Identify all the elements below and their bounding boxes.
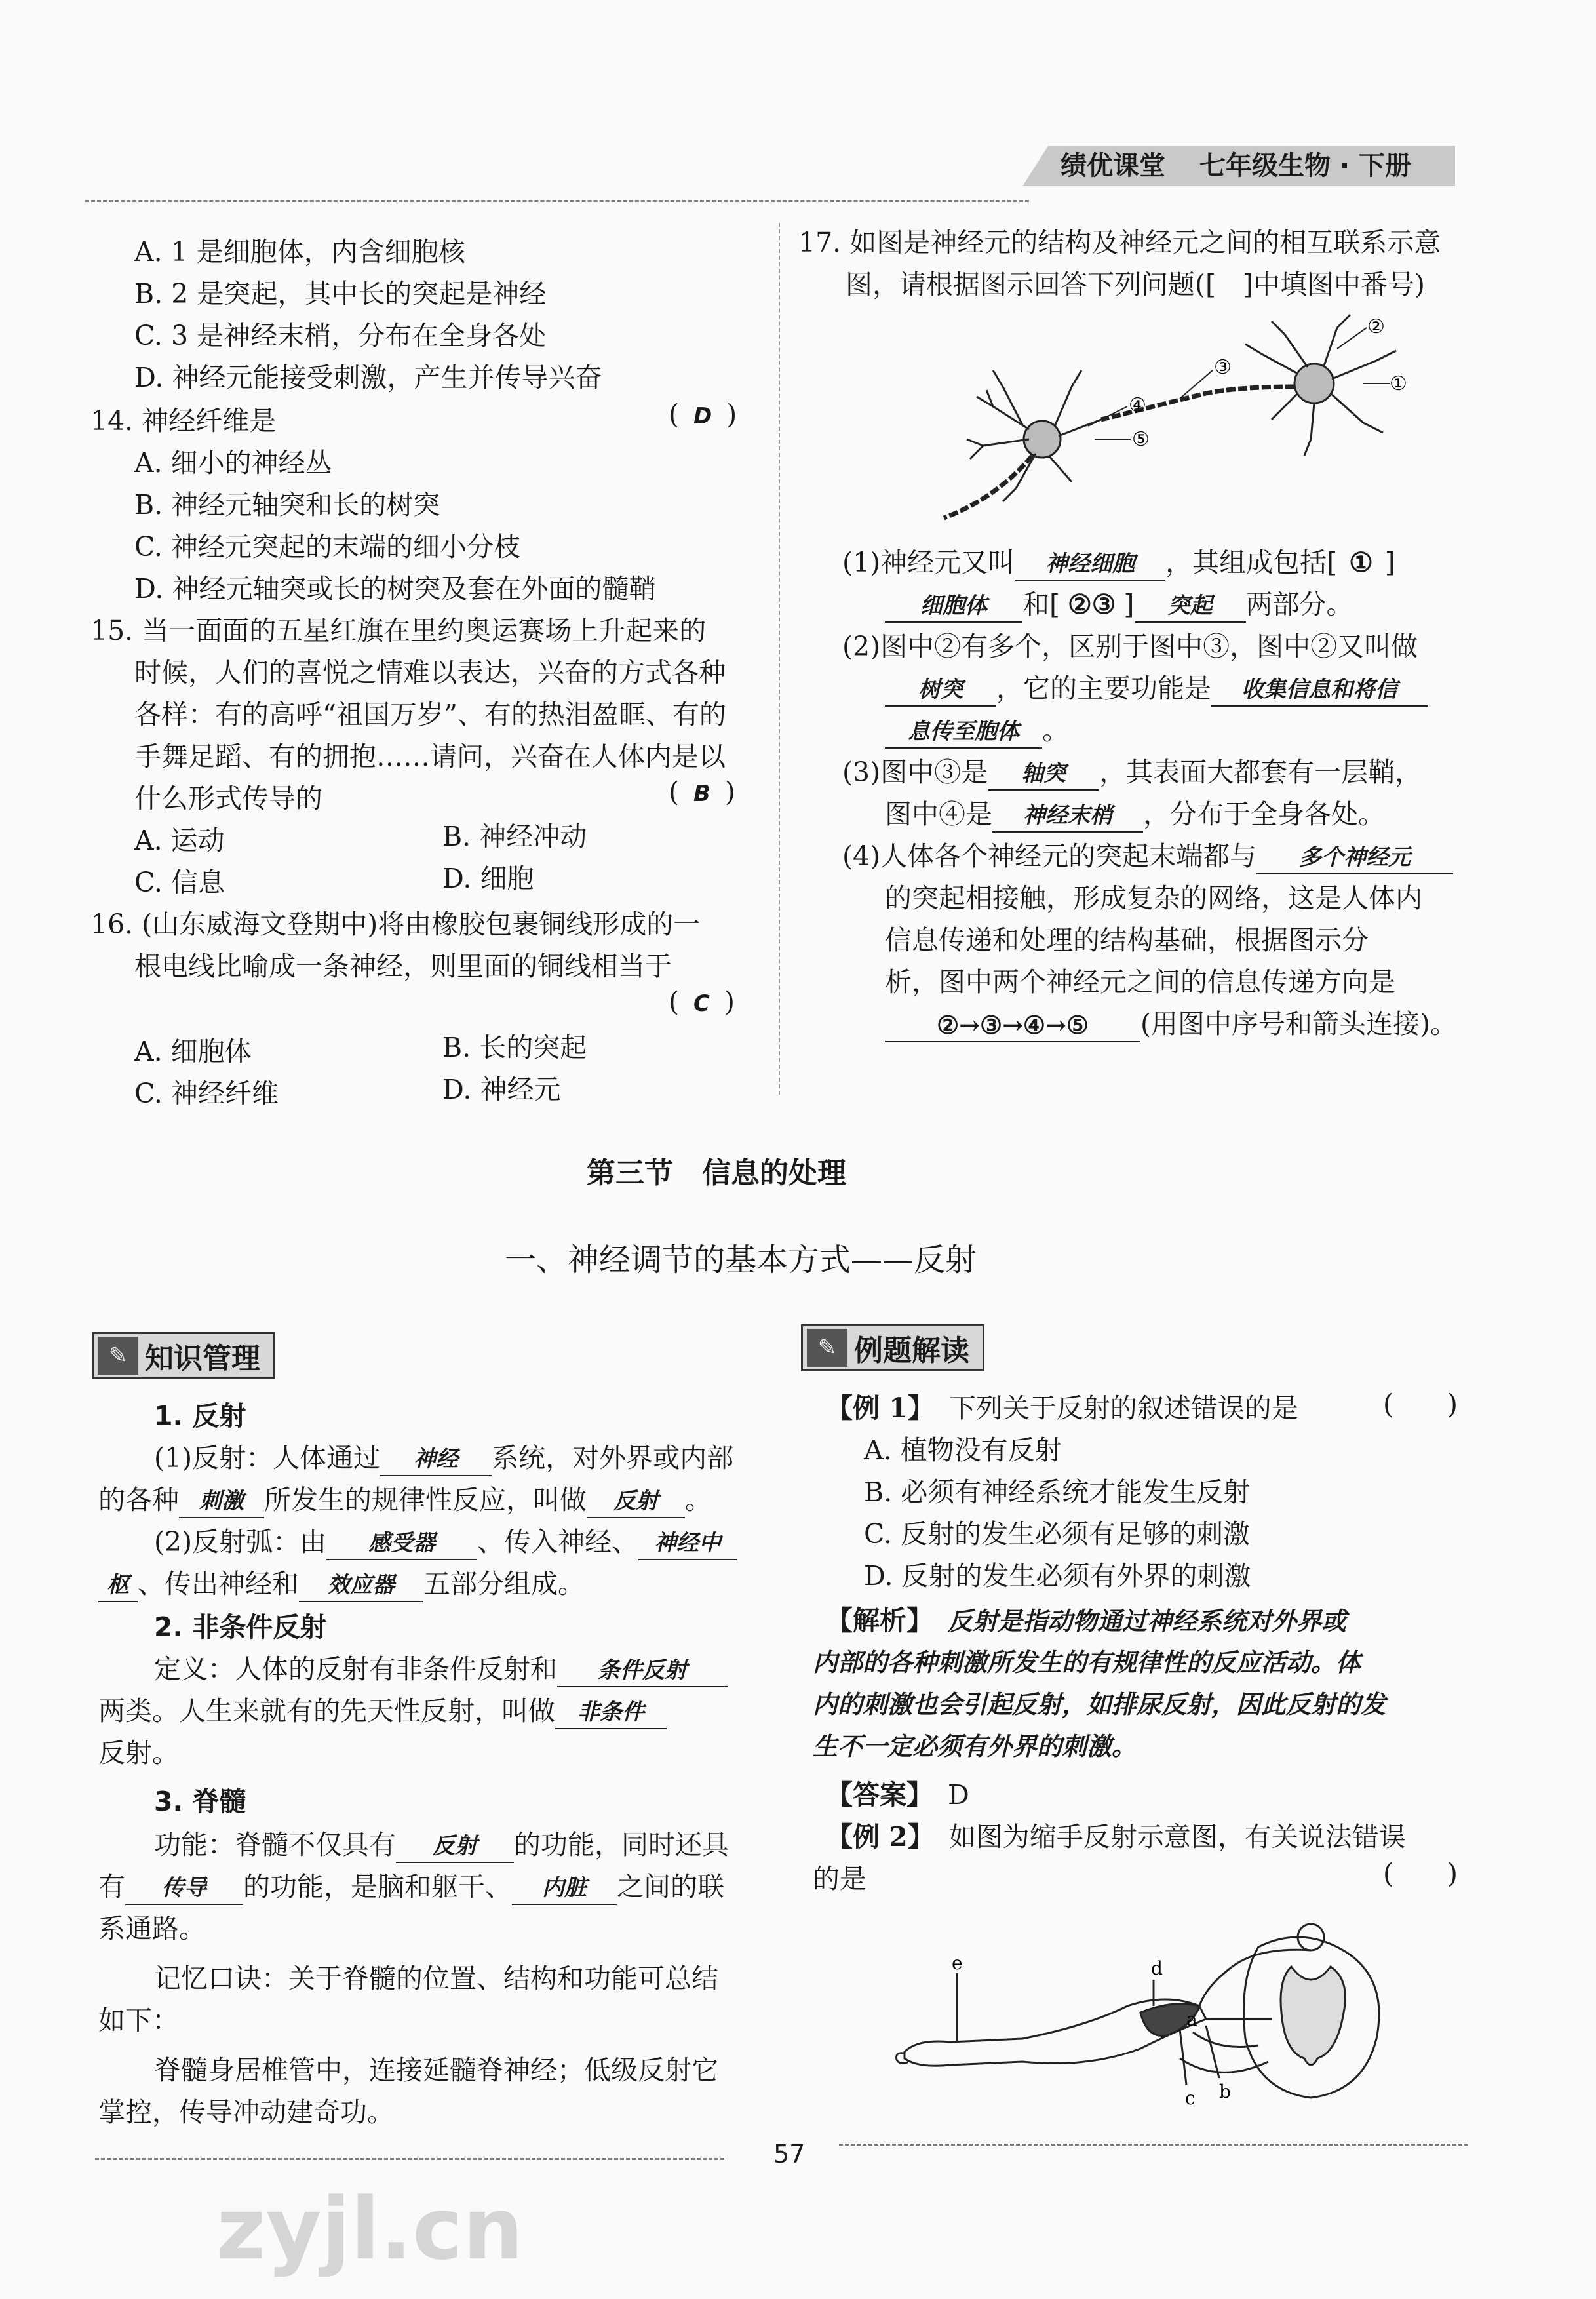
footer-dashline-left	[95, 2158, 724, 2160]
q16-opt-d: D. 神经元	[442, 1074, 561, 1105]
reflex-label-e: e	[952, 1952, 963, 1974]
header-brand: 绩优课堂	[1061, 151, 1165, 181]
q17-p3-line1	[842, 754, 1422, 791]
blank-nerve: 神经	[380, 1444, 492, 1476]
q17-p3-d: 图中④是	[885, 798, 992, 830]
blank-reflex: 反射	[587, 1485, 685, 1518]
example2-line1	[826, 1818, 1406, 1855]
q17-blank-many-neurons: 多个神经元	[1256, 842, 1453, 874]
q17-p3-line2	[885, 796, 1385, 833]
reflex-label-d: d	[1151, 1957, 1163, 1979]
q17-blank-dendrite: 树突	[885, 674, 996, 707]
diagram-label-5: ⑤	[1132, 428, 1150, 451]
knowledge-r1-line1	[154, 1440, 733, 1476]
pencil-note-icon-2: ✎	[807, 1329, 847, 1367]
example1-text: 下列关于反射的叙述错误的是	[948, 1392, 1298, 1424]
neuron-diagram	[931, 308, 1442, 544]
section-subtitle: 一、神经调节的基本方式——反射	[505, 1242, 977, 1278]
q17-blank-nerve-ending: 神经末梢	[992, 800, 1143, 833]
q17-blank-1: ①	[1349, 547, 1373, 578]
q17-blank-23: ②③	[1068, 589, 1116, 620]
knowledge-h2: 2. 非条件反射	[154, 1611, 327, 1643]
q17-blank-function-1: 收集信息和将信	[1211, 674, 1428, 707]
section-title: 第三节 信息的处理	[587, 1156, 846, 1190]
k-s1-d: 有	[98, 1871, 125, 1902]
q17-blank-process: 突起	[1135, 590, 1246, 623]
q17-p2-d: 。	[1042, 715, 1069, 746]
example1-stem	[826, 1390, 1298, 1426]
q15-line-2: 时候，人们的喜悦之情难以表达，兴奋的方式各种	[134, 657, 726, 688]
blank-unconditioned: 非条件	[555, 1697, 667, 1729]
analysis-line2: 内部的各种刺激所发生的有规律性的反应活动。体	[813, 1648, 1361, 1677]
k-s1-c: 的功能，同时还具	[514, 1829, 729, 1860]
q17-p1-f: ]	[1123, 589, 1135, 620]
diagram-label-1: ①	[1390, 372, 1407, 395]
analysis-line1	[826, 1602, 1346, 1640]
q13-opt-d: D. 神经元能接受刺激，产生并传导兴奋	[134, 362, 602, 393]
blank-reflex-2: 反射	[396, 1830, 514, 1863]
k-s1-a: 功能：脊髓不仅具有	[154, 1829, 396, 1860]
q17-p1-g: 两部分。	[1245, 589, 1353, 620]
example2-paren: ( )	[1383, 1858, 1458, 1889]
q16-answer-paren: ( C )	[669, 986, 735, 1017]
k-r1-e: 所发生的规律性反应，叫做	[264, 1484, 587, 1516]
q16-line-1: 16. (山东威海文登期中)将由橡胶包裹铜线形成的一	[90, 909, 701, 940]
q14-opt-a: A. 细小的神经丛	[134, 447, 332, 479]
q17-p4-line4: 析，图中两个神经元之间的信息传递方向是	[885, 966, 1395, 998]
diagram-label-4: ④	[1129, 394, 1146, 417]
q17-p2-a: (2)图中②有多个，区别于图中③，图中②又叫做	[842, 631, 1418, 662]
k-r1-d: 的各种	[98, 1484, 179, 1516]
knowledge-s1-line2	[98, 1868, 724, 1905]
k-n1-a: 定义：人体的反射有非条件反射和	[154, 1653, 557, 1685]
blank-center-2: 枢	[98, 1569, 138, 1602]
q15-answer: B	[693, 781, 710, 807]
knowledge-r2-line2	[98, 1565, 585, 1602]
q15-line-3: 各样：有的高呼“祖国万岁”、有的热泪盈眶、有的	[134, 699, 726, 730]
k-r1-a: (1)反射：人体通过	[154, 1442, 381, 1474]
k-r2-c: 、传入神经、	[477, 1526, 639, 1558]
analysis-tag: 【解析】	[826, 1605, 933, 1636]
q17-p3-e: ，分布于全身各处。	[1143, 798, 1385, 830]
blank-effector: 效应器	[299, 1569, 423, 1602]
q13-opt-c: C. 3 是神经末梢，分布在全身各处	[134, 320, 547, 351]
q17-blank-function-2: 息传至胞体	[885, 716, 1042, 749]
q14-answer: D	[693, 403, 712, 429]
header-dashline	[85, 200, 1029, 202]
q15-opt-c: C. 信息	[134, 867, 225, 898]
blank-conditioned: 条件反射	[557, 1655, 728, 1687]
example1-opt-c: C. 反射的发生必须有足够的刺激	[864, 1518, 1250, 1550]
example1-opt-a: A. 植物没有反射	[864, 1434, 1062, 1466]
q15-line-5: 什么形式传导的	[134, 783, 322, 814]
pencil-note-icon: ✎	[98, 1337, 138, 1375]
q14-opt-d: D. 神经元轴突或长的树突及套在外面的髓鞘	[134, 573, 656, 604]
q17-p4-e: (用图中序号和箭头连接)。	[1140, 1008, 1457, 1040]
q15-answer-paren: ( B )	[669, 776, 735, 808]
q17-blank-axon: 轴突	[988, 758, 1099, 791]
analysis-line4: 生不一定必须有外界的刺激。	[813, 1732, 1137, 1761]
q17-blank-neuron-cell: 神经细胞	[1015, 548, 1165, 581]
q17-p4-line5	[885, 1006, 1457, 1042]
q15-opt-a: A. 运动	[134, 825, 225, 856]
q17-p4-line2: 的突起相接触，形成复杂的网络，这是人体内	[885, 882, 1422, 914]
q17-p1-e: 和[	[1022, 589, 1060, 620]
q16-opt-c: C. 神经纤维	[134, 1078, 279, 1109]
footer-dashline-right	[839, 2144, 1468, 2146]
reflex-label-a: a	[1186, 2009, 1197, 2030]
example2-text-1: 如图为缩手反射示意图，有关说法错误	[948, 1821, 1406, 1853]
example1-opt-b: B. 必须有神经系统才能发生反射	[864, 1476, 1251, 1508]
knowledge-n1-line3: 反射。	[98, 1737, 179, 1769]
q15-opt-d: D. 细胞	[442, 863, 534, 894]
example1-paren: ( )	[1383, 1388, 1458, 1420]
q14-answer-paren: ( D )	[669, 399, 737, 430]
q17-p1-a: (1)神经元又叫	[842, 547, 1015, 578]
blank-conduct: 传导	[125, 1872, 243, 1905]
answer-line	[826, 1777, 969, 1813]
q17-p2-line3	[885, 712, 1069, 749]
knowledge-r2-line1	[154, 1523, 737, 1560]
blank-center-1: 神经中	[638, 1527, 737, 1560]
q15-line-4: 手舞足蹈、有的拥抱……请问，兴奋在人体内是以	[134, 741, 726, 772]
knowledge-mem-2: 如下：	[98, 2005, 179, 2036]
q17-p4-line1	[842, 838, 1453, 874]
answer-value: D	[948, 1779, 969, 1811]
analysis-line3: 内的刺激也会引起反射，如排尿反射，因此反射的发	[813, 1690, 1386, 1719]
q16-answer: C	[693, 991, 710, 1017]
q17-p1-line2	[885, 586, 1353, 623]
q17-p1-d: ]	[1384, 547, 1395, 578]
knowledge-n1-line2	[98, 1693, 667, 1729]
q16-line-2: 根电线比喻成一条神经，则里面的铜线相当于	[134, 951, 672, 982]
answer-tag: 【答案】	[826, 1779, 933, 1811]
k-r1-c: 系统，对外界或内部	[492, 1442, 734, 1474]
examples-badge-label: 例题解读	[854, 1334, 969, 1367]
k-s1-e: 的功能，是脑和躯干、	[243, 1871, 512, 1902]
q16-opt-b: B. 长的突起	[442, 1032, 587, 1063]
knowledge-mem-3: 脊髓身居椎管中，连接延髓脊神经；低级反射它	[154, 2054, 718, 2086]
q13-opt-b: B. 2 是突起，其中长的突起是神经	[134, 278, 547, 309]
blank-stimulus: 刺激	[179, 1485, 264, 1518]
reflex-label-b: b	[1219, 2081, 1231, 2102]
knowledge-mem-4: 掌控，传导冲动建奇功。	[98, 2096, 394, 2128]
example2-tag: 【例 2】	[826, 1821, 935, 1853]
example2-line2: 的是	[813, 1863, 866, 1895]
q17-p2-c: ，它的主要功能是	[996, 673, 1211, 704]
q17-blank-cell-body: 细胞体	[885, 590, 1022, 623]
q17-stem-1: 17. 如图是神经元的结构及神经元之间的相互联系示意	[798, 227, 1441, 258]
q13-opt-a: A. 1 是细胞体，内含细胞核	[134, 236, 465, 267]
q15-line-1: 15. 当一面面的五星红旗在里约奥运赛场上升起来的	[90, 615, 707, 646]
knowledge-s1-line1	[154, 1826, 729, 1863]
watermark: zyjl.cn	[216, 2179, 524, 2279]
k-n1-c: 两类。人生来就有的先天性反射，叫做	[98, 1695, 555, 1727]
knowledge-n1-line1	[154, 1651, 728, 1687]
q14-opt-c: C. 神经元突起的末端的细小分枝	[134, 531, 520, 562]
q16-opt-a: A. 细胞体	[134, 1036, 252, 1067]
knowledge-mem-1: 记忆口诀：关于脊髓的位置、结构和功能可总结	[154, 1963, 718, 1994]
example1-tag: 【例 1】	[826, 1392, 935, 1424]
reflex-arc-diagram	[891, 1908, 1403, 2117]
q17-stem-2: 图，请根据图示回答下列问题([ ]中填图中番号)	[846, 269, 1425, 300]
knowledge-h3: 3. 脊髓	[154, 1786, 246, 1817]
q17-p1-c: ，其组成包括[	[1165, 547, 1338, 578]
q17-p3-a: (3)图中③是	[842, 757, 988, 788]
knowledge-r1-line2	[98, 1482, 712, 1518]
q17-p2-line2	[885, 670, 1428, 707]
diagram-label-2: ②	[1367, 315, 1385, 338]
analysis-text-1: 反射是指动物通过神经系统对外界或	[948, 1607, 1347, 1636]
q17-p3-c: ，其表面大都套有一层鞘，	[1099, 757, 1422, 788]
q17-blank-direction: ②→③→④→⑤	[885, 1010, 1140, 1042]
diagram-label-3: ③	[1214, 356, 1232, 379]
example1-opt-d: D. 反射的发生必须有外界的刺激	[864, 1560, 1251, 1592]
k-r1-f: 。	[685, 1484, 712, 1516]
q17-p4-line3: 信息传递和处理的结构基础，根据图示分	[885, 924, 1369, 956]
q15-opt-b: B. 神经冲动	[442, 821, 587, 852]
knowledge-h1: 1. 反射	[154, 1400, 246, 1432]
knowledge-badge-label: 知识管理	[145, 1342, 260, 1375]
examples-badge	[801, 1324, 984, 1371]
k-r2-a: (2)反射弧：由	[154, 1526, 327, 1558]
q17-p1-line1	[842, 544, 1395, 581]
knowledge-s1-line3: 系通路。	[98, 1913, 206, 1944]
header-book: 七年级生物 · 下册	[1199, 151, 1412, 181]
k-s1-f: 之间的联	[617, 1871, 724, 1902]
page-number: 57	[773, 2140, 806, 2169]
q17-p4-a: (4)人体各个神经元的突起末端都与	[842, 840, 1257, 872]
column-divider	[779, 223, 780, 1095]
k-r2-d: 、传出神经和	[138, 1568, 299, 1600]
blank-receptor: 感受器	[326, 1527, 477, 1560]
blank-viscera: 内脏	[512, 1872, 617, 1905]
reflex-label-c: c	[1185, 2087, 1196, 2109]
q14-opt-b: B. 神经元轴突和长的树突	[134, 489, 440, 521]
knowledge-badge	[92, 1332, 275, 1379]
q14-stem: 14. 神经纤维是	[90, 405, 277, 437]
k-r2-e: 五部分组成。	[423, 1568, 585, 1600]
